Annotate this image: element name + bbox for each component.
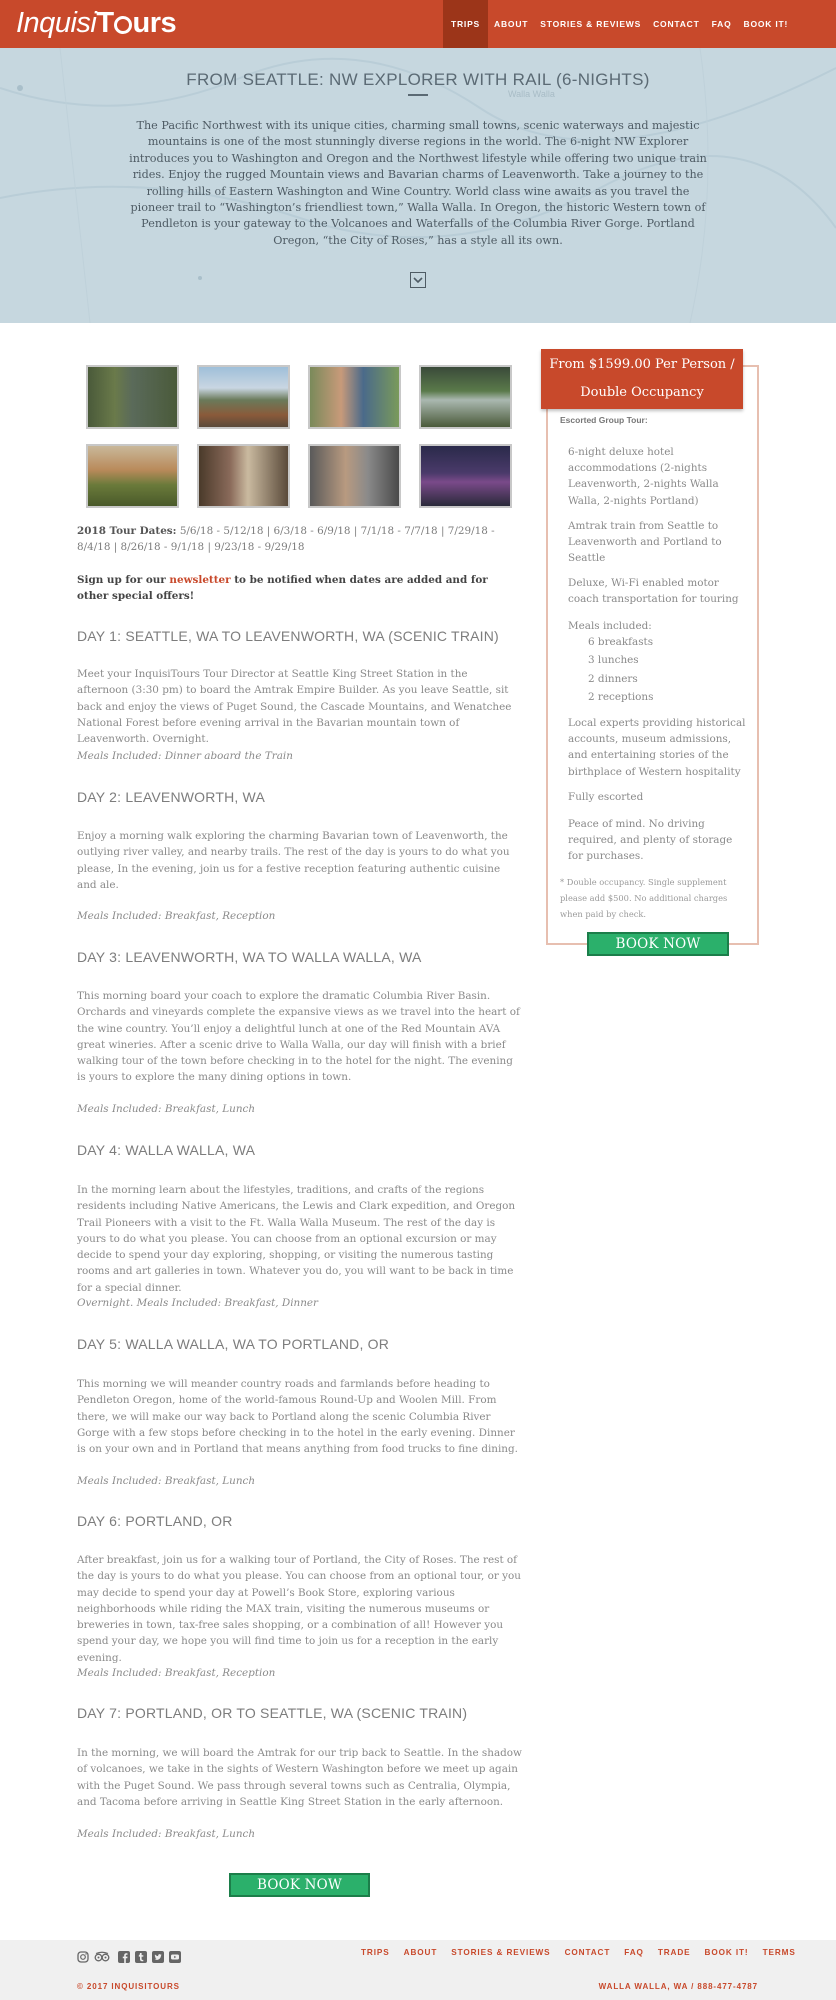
footer-link-about[interactable]: ABOUT [403,1948,438,1957]
newsletter-signup-text [77,572,522,604]
twitter-icon[interactable] [152,1948,164,1960]
feature-peace-of-mind: Peace of mind. No driving required, and plenty of storage for purchases. [568,818,733,863]
title-divider [408,94,428,96]
day-description: In the morning learn about the lifestyles, traditions, and crafts of the regions residents including Native Americans, the Lewis and Clark expedition, and Oregon Trail Pioneers with a visit to the Ft. Walla Walla Museum. The rest of the day is yours to do what you please. You can choose from an optional excursion or may decide to spend your day exploring, shopping, or visiting the numerous tasting rooms and art galleries in town. Whatever you do, you will want to be back in time for a special dinner. [77,1184,516,1294]
footer-link-trade[interactable]: TRADE [657,1948,691,1957]
book-now-button-bottom[interactable]: BOOK NOW [229,1873,370,1897]
gallery-photo-6[interactable] [197,444,290,508]
map-label: Walla Walla [508,89,555,99]
nav-item-contact[interactable]: CONTACT [653,19,700,29]
copyright: © 2017 INQUISITOURS [77,1982,180,1991]
feature-train: Amtrak train from Seattle to Leavenworth and Portland to Seattle [568,520,722,565]
logo-globe-icon [114,16,132,34]
feature-hotel: 6-night deluxe hotel accommodations (2-nights Leavenworth, 2-nights Walla Walla, 2-nights Portland) [568,446,719,507]
tumblr-icon[interactable] [135,1948,147,1960]
gallery-photo-3[interactable] [308,365,401,429]
tour-dates [77,523,522,555]
footer-link-book-it[interactable]: BOOK IT! [704,1948,749,1957]
tour-dates-list: 5/6/18 - 5/12/18 | 6/3/18 - 6/9/18 | 7/1/18 - 7/7/18 | 7/29/18 - 8/4/18 | 8/26/18 - 9/1/18 | 9/23/18 - 9/29/18 [77,525,495,553]
footer-link-terms[interactable]: TERMS [762,1948,796,1957]
day-meals: Meals Included: Breakfast, Reception [77,910,276,922]
feature-local-experts: Local experts providing historical accounts, museum admissions, and entertaining stories of the birthplace of Western hospitality [568,717,746,778]
day-description: This morning board your coach to explore the dramatic Columbia River Basin. Orchards and vineyards complete the expansive views as we travel into the heart of the wine country. You’ll enjoy a delightful lunch at one of the Red Mountain AVA great wineries. After a scenic drive to Walla Walla, our day will finish with a brief walking tour of the town before checking in to the hotel for the night. The evening is yours to explore the many dining options in town. [77,990,520,1084]
footer-link-stories-reviews[interactable]: STORIES & REVIEWS [451,1948,551,1957]
gallery-photo-1[interactable] [86,365,179,429]
pricing-footnote: * Double occupancy. Single supplement please add $500. No additional charges when paid by check. [560,877,728,920]
main-nav [443,0,794,48]
tripadvisor-icon[interactable] [94,1948,110,1960]
day-title: DAY 7: PORTLAND, OR TO SEATTLE, WA (SCENIC TRAIN) [77,1705,468,1721]
day-meals: Meals Included: Breakfast, Lunch [77,1828,256,1840]
day-title: DAY 6: PORTLAND, OR [77,1513,233,1529]
footer-link-faq[interactable]: FAQ [624,1948,644,1957]
youtube-icon[interactable] [169,1948,181,1960]
day-description: Meet your InquisiTours Tour Director at Seattle King Street Station in the afternoon (3:30 pm) to board the Amtrak Empire Builder. As you leave Seattle, sit back and enjoy the views of Puget Sound, the Cascade Mountains, and Wenatchee National Forest before evening arrival in the Bavarian mountain town of Leavenworth. Overnight. [77,668,512,746]
gallery-photo-2[interactable] [197,365,290,429]
hero-banner [0,48,836,323]
nav-item-faq[interactable]: FAQ [711,19,732,29]
day-description: This morning we will meander country roads and farmlands before heading to Pendleton Oregon, home of the world-famous Round-Up and Woolen Mill. From there, we will make our way back to Portland along the scenic Columbia River Gorge with a few stops before checking in to the hotel in the early evening. Dinner is on your own and in Portland that means anything from food trucks to fine dining. [77,1378,518,1456]
facebook-icon[interactable] [118,1948,130,1960]
logo-text-t: T [96,7,114,39]
meal-receptions: 2 receptions [588,691,654,703]
day-description: In the morning, we will board the Amtrak for our trip back to Seattle. In the shadow of volcanoes, we take in the sights of Western Washington before we meet up again with the Puget Sound. We pass through several towns such as Centralia, Olympia, and Tacoma before arriving in Seattle King Street Station in the early afternoon. [77,1747,522,1808]
price-line-2: Double Occupancy [580,385,704,400]
logo-text-inquisi: Inquisi [16,7,97,39]
newsletter-link[interactable]: newsletter [169,574,231,586]
feature-fully-escorted: Fully escorted [568,791,644,803]
gallery-photo-7[interactable] [308,444,401,508]
escorted-group-label: Escorted Group Tour: [560,415,648,425]
scroll-down-button[interactable] [410,272,426,288]
footer-link-contact[interactable]: CONTACT [564,1948,611,1957]
day-title: DAY 1: SEATTLE, WA TO LEAVENWORTH, WA (SCENIC TRAIN) [77,628,499,644]
day-title: DAY 3: LEAVENWORTH, WA TO WALLA WALLA, WA [77,949,422,965]
nav-item-trips[interactable]: TRIPS [443,0,488,48]
feature-coach: Deluxe, Wi-Fi enabled motor coach transportation for touring [568,577,739,606]
footer-link-trips[interactable]: TRIPS [361,1948,390,1957]
meal-dinners: 2 dinners [588,673,638,685]
footer-contact: WALLA WALLA, WA / 888-477-4787 [598,1982,758,1991]
site-header [0,0,836,48]
page-title: FROM SEATTLE: NW EXPLORER WITH RAIL (6-NIGHTS) [186,70,650,89]
price-line-1: From $1599.00 Per Person / [549,357,735,372]
nav-item-stories-reviews[interactable]: STORIES & REVIEWS [540,19,642,29]
price-headline [541,349,743,409]
day-title: DAY 2: LEAVENWORTH, WA [77,789,265,805]
nav-item-book-it[interactable]: BOOK IT! [743,19,789,29]
tour-dates-label: 2018 Tour Dates: [77,525,177,537]
meal-breakfasts: 6 breakfasts [588,636,654,648]
tour-description: The Pacific Northwest with its unique cities, charming small towns, scenic waterways and majestic mountains is one of the most stunningly diverse regions in the world. The 6-night NW Explorer introduces you to Washington and Oregon and the Northwest lifestyle while offering two unique train rides. Enjoy the rugged Mountain views and Bavarian charms of Leavenworth. Take a journey to the rolling hills of Eastern Washington and Wine Country. World class wine awaits as you travel the pioneer trail to “Washington’s friendliest town,” Walla Walla. In Oregon, the historic Western town of Pendleton is your gateway to the Volcanoes and Waterfalls of the Columbia River Gorge. Portland Oregon, “the City of Roses,” has a style all its own. [129,119,707,247]
footer-nav [361,1948,796,1960]
day-meals: Meals Included: Dinner aboard the Train [77,750,293,762]
day-meals: Meals Included: Breakfast, Reception [77,1667,276,1679]
day-description: After breakfast, join us for a walking tour of Portland, the City of Roses. The rest of the day is yours to do what you please. You can choose from an optional tour, or you may decide to spend your day at Powell’s Book Store, exploring various neighborhoods while riding the MAX train, visiting the numerous museums or breweries in town, tax-free sales shopping, or a combination of all! However you spend your day, we hope you will find time to join us for a reception in the early evening. [77,1554,521,1664]
logo-text-urs: urs [132,7,177,39]
day-meals: Meals Included: Breakfast, Lunch [77,1103,256,1115]
instagram-icon[interactable] [77,1948,89,1960]
day-title: DAY 5: WALLA WALLA, WA TO PORTLAND, OR [77,1336,390,1352]
gallery-photo-5[interactable] [86,444,179,508]
chevron-down-icon [413,277,423,283]
nav-item-about[interactable]: ABOUT [494,19,529,29]
signup-suffix: to be notified when dates are added and for other special offers! [77,574,488,602]
signup-prefix: Sign up for our [77,574,170,586]
day-meals: Meals Included: Breakfast, Lunch [77,1475,256,1487]
day-description: Enjoy a morning walk exploring the charming Bavarian town of Leavenworth, the outlying river valley, and nearby trails. The rest of the day is yours to do what you please, In the evening, join us for a festive reception featuring authentic cuisine and ale. [77,830,510,891]
meal-lunches: 3 lunches [588,654,639,666]
gallery-photo-8[interactable] [419,444,512,508]
day-title: DAY 4: WALLA WALLA, WA [77,1142,256,1158]
gallery-photo-4[interactable] [419,365,512,429]
feature-meals: Meals included: [568,620,652,632]
day-meals: Overnight. Meals Included: Breakfast, Dinner [77,1297,319,1309]
site-logo[interactable] [16,7,176,40]
book-now-button-sidebar[interactable]: BOOK NOW [587,932,729,956]
